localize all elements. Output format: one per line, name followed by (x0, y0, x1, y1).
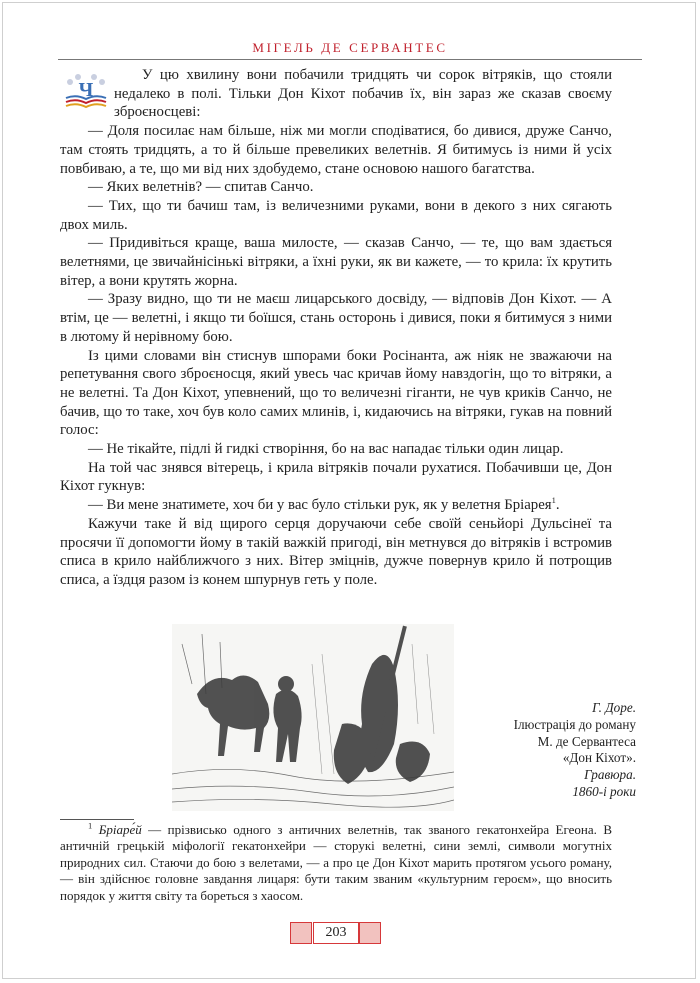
paragraph-with-footnote: — Ви мене знатимете, хоч би у вас було стільки рук, як у велетня Бріарея$^1$. (88, 495, 560, 514)
caption-line: Ілюстрація до роману (513, 716, 636, 732)
caption-line: М. де Сервантеса (537, 733, 636, 749)
caption-technique: Гравюра. (584, 767, 636, 783)
paragraph: У цю хвилину вони побачили тридцять чи сорок вітряків, що стояли недалеко в полі. Тільки Дон Кіхот побачив їх, він зараз же сказав своєму зброєносцеві: (114, 67, 612, 121)
paragraph: — Не тікайте, підлі й гидкі створіння, бо на вас нападає тільки один лицар. (88, 441, 564, 458)
paragraph-text: — Ви мене знатимете, хоч би у вас було стільки рук, як у велетня Бріарея (88, 497, 552, 514)
page-number: 203 (313, 922, 359, 944)
footnote-text (60, 822, 612, 904)
paragraph: — Зразу видно, що ти не маєш лицарського досвіду, — відповів Дон Кіхот. — А втім, це — велетні, і якщо ти боїшся, стань осторонь і дивися, поки я битимуся з ними в лютому й нерівному бою. (60, 291, 612, 345)
engraving-illustration (172, 624, 454, 811)
running-header: МІГЕЛЬ ДЕ СЕРВАНТЕС (252, 40, 448, 55)
paragraph: — Придивіться краще, ваша милосте, — сказав Санчо, — те, що вам здається велетнями, це звичайнісінькі вітряки, а їхні руки, як ви кажете, — то крила: їх крутить вітер, а вони крутять жорна. (60, 235, 612, 289)
caption-line: «Дон Кіхот». (562, 750, 636, 766)
footnote (60, 822, 612, 904)
main-text (60, 66, 612, 590)
paragraph: — Тих, що ти бачиш там, із величезними руками, вони в декого з них сягають двох миль. (60, 197, 612, 233)
footnote-number: 1 (88, 820, 93, 831)
header-rule (58, 59, 642, 60)
illustration-caption (458, 700, 636, 801)
caption-years: 1860-і роки (572, 783, 636, 799)
paragraph: Із цими словами він стиснув шпорами боки Росінанта, аж ніяк не зважаючи на репетування свого зброєносця, який увесь час кричав йому навздогін, що то вітряки, а не велетні. Та Дон Кіхот, упевнений, що то величезні гіганти, не чув криків Санчо, не бачив, що то таке, хоч був коло самих млинів, і, кидаючись на вітряки, гукав на повний голос: (60, 347, 612, 439)
footnote-rule (60, 819, 134, 820)
page-number-decoration-right (359, 922, 381, 944)
footnote-body: — прізвисько одного з античних велетнів, так званого гекатонхейра Егеона. В античній грецькій міфології гекатонхейри — сторукі велетні, сини землі, символи могутніх природних сил. Стаючи до бою з велетами, — а про це Дон Кіхот марить протягом усього роману, — він здійснює головне завдання лицаря: бути таким званим «культурним героєм», що вносить порядок у життя світу та бореться з хаосом. (60, 822, 612, 903)
caption-author: Г. Доре. (592, 700, 636, 715)
paragraph: Кажучи таке й від щирого серця доручаючи себе своїй сеньйорі Дульсінеї та просячи її допомогти йому в такій важкій пригоді, він метнувся до вітряків і встромив списа в крило найближчого з них. Вітер зміцнів, дужче повернув крило й потрощив списа, а їздця разом із конем шпурнув геть у поле. (60, 515, 612, 588)
logo-letter: Ч (78, 79, 94, 101)
paragraph: На той час знявся вітерець, і крила вітряків почали рухатися. Побачивши це, Дон Кіхот гукнув: (60, 459, 612, 495)
paragraph: — Доля посилає нам більше, ніж ми могли сподіватися, бо дивися, друже Санчо, там стоять тридцять, а то й більше превеликих велетнів. Я битимусь із ними й усіх повбиваю, а те, що ми від них здобудемо, стане основою нашого багатства. (60, 123, 612, 177)
footnote-term: Бріаре́й (98, 822, 142, 837)
footnote-marker[interactable]: 1 (551, 495, 556, 506)
paragraph: — Яких велетнів? — спитав Санчо. (88, 179, 314, 196)
page-number-decoration-left (290, 922, 312, 944)
